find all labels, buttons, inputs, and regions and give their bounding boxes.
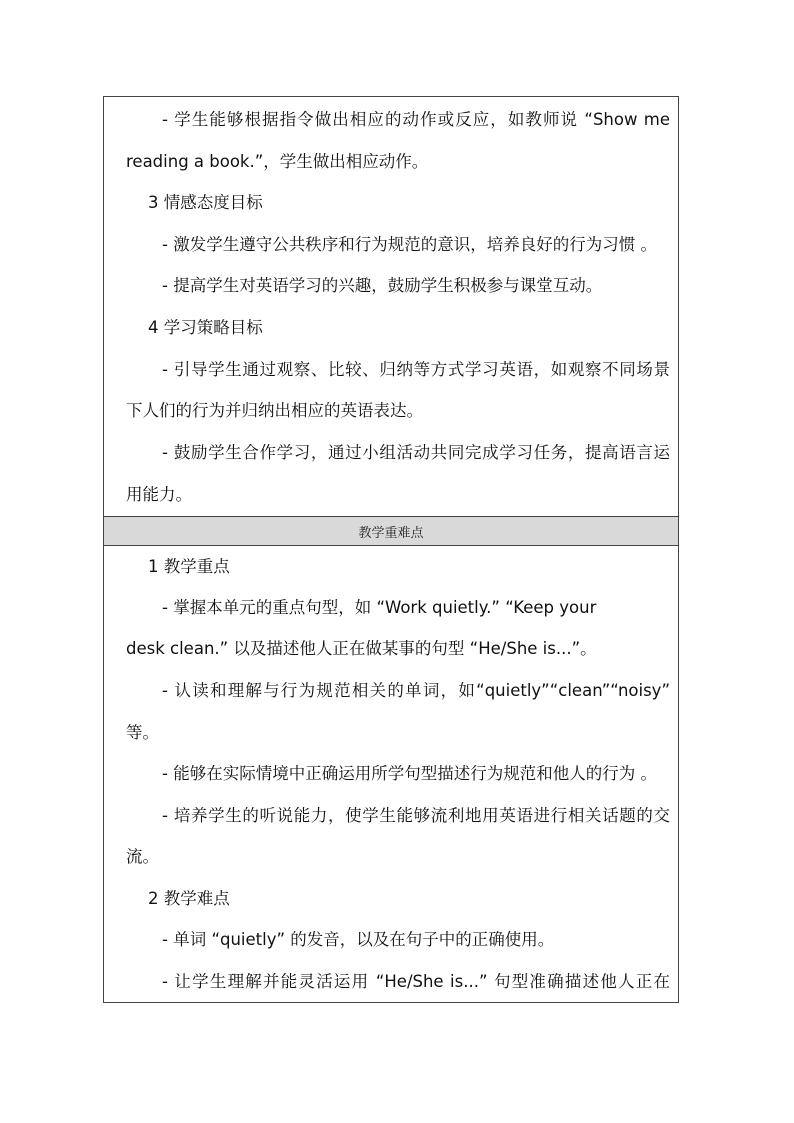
section-heading-strategy: 4 学习策略目标 — [148, 318, 263, 337]
section-heading-key-points: 1 教学重点 — [148, 557, 230, 576]
key-point-line: - 单词 “quietly” 的发音，以及在句子中的正确使用。 — [162, 930, 555, 949]
section-header-row — [104, 516, 678, 546]
objective-line: - 提高学生对英语学习的兴趣，鼓励学生积极参与课堂互动。 — [162, 276, 603, 295]
objective-line: 用能力。 — [126, 485, 192, 504]
lesson-plan-table — [103, 96, 679, 1003]
key-point-line: - 掌握本单元的重点句型，如 “Work quietly.” “Keep your — [162, 598, 597, 617]
key-point-line: - 让学生理解并能灵活运用 “He/She is...” 句型准确描述他人正在 — [162, 972, 670, 991]
key-point-line: desk clean.” 以及描述他人正在做某事的句型 “He/She is...”。 — [126, 639, 597, 658]
section-heading-difficult-points: 2 教学难点 — [148, 889, 230, 908]
key-point-line: - 培养学生的听说能力，使学生能够流利地用英语进行相关话题的交 — [162, 806, 670, 825]
objective-line: - 鼓励学生合作学习，通过小组活动共同完成学习任务，提高语言运 — [162, 443, 670, 462]
objective-line: reading a book.”，学生做出相应动作。 — [126, 152, 429, 171]
objective-line: - 引导学生通过观察、比较、归纳等方式学习英语，如观察不同场景 — [162, 360, 670, 379]
objective-line: - 激发学生遵守公共秩序和行为规范的意识，培养良好的行为习惯 。 — [162, 235, 657, 254]
key-difficult-points-cell — [104, 546, 678, 1002]
objective-line: - 学生能够根据指令做出相应的动作或反应，如教师说 “Show me — [162, 110, 670, 129]
key-point-line: - 能够在实际情境中正确运用所学句型描述行为规范和他人的行为 。 — [162, 764, 657, 783]
section-heading-affective: 3 情感态度目标 — [148, 193, 263, 212]
objectives-cell — [104, 97, 678, 516]
section-header-title: 教学重难点 — [358, 525, 424, 541]
objective-line: 下人们的行为并归纳出相应的英语表达。 — [126, 401, 423, 420]
key-point-line: 等。 — [126, 723, 159, 742]
key-point-line: 流。 — [126, 847, 159, 866]
key-point-line: - 认读和理解与行为规范相关的单词，如“quietly”“clean”“noisy” — [162, 681, 670, 700]
